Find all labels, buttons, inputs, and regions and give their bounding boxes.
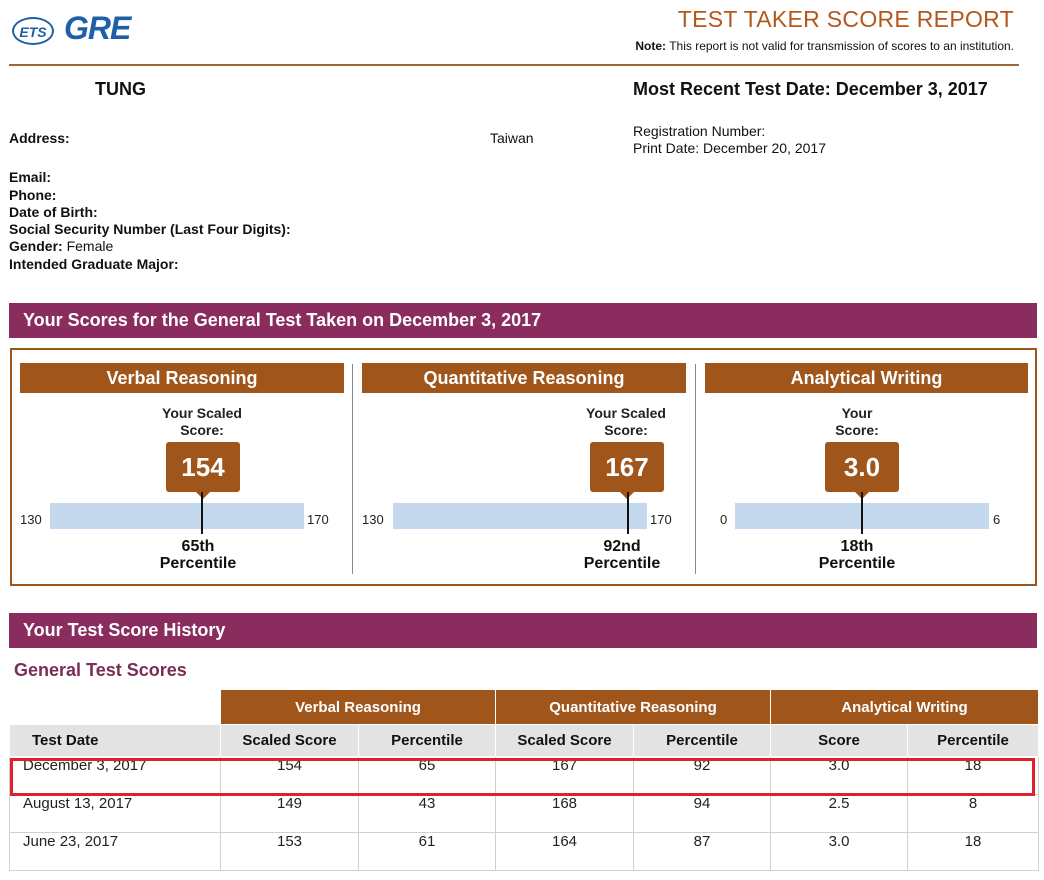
percentile-rank: 92nd: [603, 538, 641, 555]
table-row: [10, 795, 1039, 833]
registration-number-label: Registration Number:: [633, 123, 766, 139]
percentile-rank: 18th: [840, 538, 874, 555]
table-cell: 154: [221, 757, 359, 795]
panel-divider: [352, 364, 353, 574]
history-section-title: Your Test Score History: [9, 613, 1037, 648]
most-recent-test-date: Most Recent Test Date: December 3, 2017: [633, 79, 988, 99]
report-title: TEST TAKER SCORE REPORT: [677, 6, 1014, 32]
verbal-scaled-score-label: [142, 405, 262, 439]
writing-score-label: [797, 405, 917, 439]
percentile-rank: 65th: [181, 538, 215, 555]
column-header: Scaled Score: [496, 725, 634, 757]
label-line: Score:: [604, 422, 648, 438]
quant-percentile: [542, 538, 702, 572]
note-label: Note:: [635, 39, 667, 53]
highlight-box: [10, 758, 1035, 796]
table-cell: 87: [634, 833, 771, 871]
quant-score-box: 167: [590, 442, 664, 492]
table-cell: 2.5: [771, 795, 908, 833]
quant-scale-max: 170: [650, 512, 672, 527]
table-cell: 168: [496, 795, 634, 833]
label-line: Your Scaled: [586, 405, 666, 421]
table-cell: 149: [221, 795, 359, 833]
table-cell: 3.0: [771, 757, 908, 795]
table-column-header-row: [10, 725, 1039, 757]
table-cell: August 13, 2017: [10, 795, 221, 833]
general-test-scores-title: General Test Scores: [14, 660, 187, 680]
table-cell: June 23, 2017: [10, 833, 221, 871]
verbal-reasoning-header: Verbal Reasoning: [20, 363, 344, 393]
gender-line: [9, 238, 113, 254]
table-cell: 43: [359, 795, 496, 833]
email-label: Email:: [9, 169, 52, 185]
report-note: [635, 39, 1014, 53]
writing-scale-min: 0: [720, 512, 728, 527]
header-divider: [9, 64, 1019, 66]
table-cell: 18: [908, 757, 1039, 795]
table-blank-cell: [10, 690, 221, 725]
scores-section-title: Your Scores for the General Test Taken on December 3, 2017: [9, 303, 1037, 338]
column-header: Percentile: [359, 725, 496, 757]
analytical-writing-header: Analytical Writing: [705, 363, 1028, 393]
column-header: Percentile: [634, 725, 771, 757]
writing-scale-max: 6: [993, 512, 1001, 527]
table-cell: 8: [908, 795, 1039, 833]
table-cell: 3.0: [771, 833, 908, 871]
table-cell: 167: [496, 757, 634, 795]
address-country: Taiwan: [490, 130, 534, 146]
verbal-percentile: [118, 538, 278, 572]
gender-value: Female: [66, 238, 114, 254]
table-cell: 94: [634, 795, 771, 833]
writing-percentile: [777, 538, 937, 572]
label-line: Score:: [835, 422, 879, 438]
percentile-word: Percentile: [818, 555, 896, 572]
dob-label: Date of Birth:: [9, 204, 98, 220]
table-group-header-row: [10, 690, 1039, 725]
table-cell: 92: [634, 757, 771, 795]
quant-scaled-score-label: [566, 405, 686, 439]
quantitative-reasoning-header: Quantitative Reasoning: [362, 363, 686, 393]
major-label: Intended Graduate Major:: [9, 256, 179, 272]
column-header: Test Date: [10, 725, 221, 757]
label-line: Your: [841, 405, 873, 421]
table-group-verbal: Verbal Reasoning: [221, 690, 496, 725]
percentile-word: Percentile: [159, 555, 237, 572]
table-cell: 18: [908, 833, 1039, 871]
verbal-scale-max: 170: [307, 512, 329, 527]
quant-score-needle: [627, 492, 629, 534]
label-line: Score:: [180, 422, 224, 438]
candidate-name: TUNG: [95, 79, 146, 99]
column-header: Scaled Score: [221, 725, 359, 757]
column-header: Percentile: [908, 725, 1039, 757]
ssn-label: Social Security Number (Last Four Digits):: [9, 221, 291, 237]
phone-label: Phone:: [9, 187, 57, 203]
percentile-word: Percentile: [583, 555, 661, 572]
table-group-writing: Analytical Writing: [771, 690, 1039, 725]
table-cell: 65: [359, 757, 496, 795]
note-text: This report is not valid for transmission of scores to an institution.: [669, 39, 1014, 53]
table-cell: 164: [496, 833, 634, 871]
table-cell: December 3, 2017: [10, 757, 221, 795]
gender-label: Gender:: [9, 238, 63, 254]
verbal-scale-bar: [50, 503, 304, 529]
label-line: Your Scaled: [162, 405, 242, 421]
column-header: Score: [771, 725, 908, 757]
table-row: [10, 833, 1039, 871]
writing-score-box: 3.0: [825, 442, 899, 492]
quant-scale-min: 130: [362, 512, 384, 527]
table-cell: 153: [221, 833, 359, 871]
verbal-score-box: 154: [166, 442, 240, 492]
writing-score-needle: [861, 492, 863, 534]
ets-logo: ETS: [12, 17, 54, 45]
print-date: Print Date: December 20, 2017: [633, 140, 826, 156]
quant-scale-bar: [393, 503, 647, 529]
table-group-quant: Quantitative Reasoning: [496, 690, 771, 725]
gre-logo: GRE: [64, 10, 131, 46]
table-cell: 61: [359, 833, 496, 871]
address-label: Address:: [9, 130, 70, 146]
verbal-scale-min: 130: [20, 512, 42, 527]
verbal-score-needle: [201, 492, 203, 534]
